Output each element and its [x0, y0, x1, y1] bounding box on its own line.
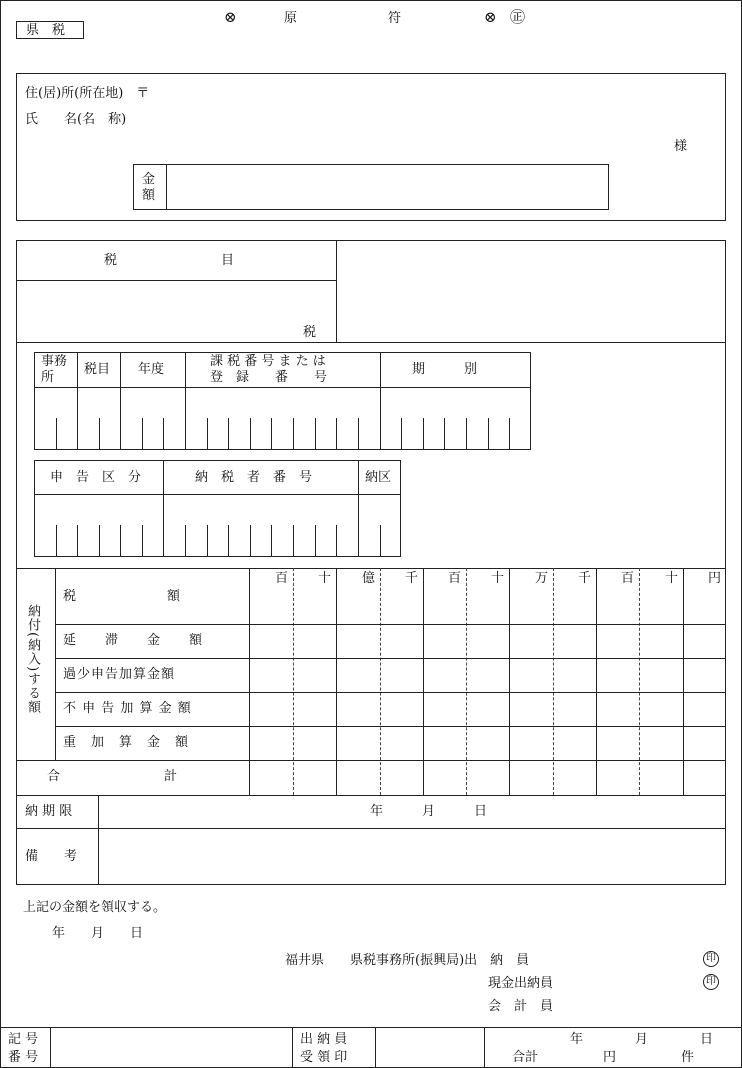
- footer-total: 合計 円 件: [512, 1050, 695, 1065]
- digit-tick: [250, 525, 251, 557]
- divider: [380, 352, 381, 450]
- digit-tick: [250, 418, 251, 450]
- digit-tick: [142, 525, 143, 557]
- amount-field[interactable]: [133, 164, 609, 210]
- receipt-date: 年 月 日: [52, 926, 144, 941]
- receipt-text: 上記の金額を領収する。: [23, 900, 167, 915]
- digit-tick: [336, 525, 337, 557]
- digit-tick: [163, 418, 164, 450]
- name-label: 氏 名(名 称): [25, 112, 127, 127]
- digit-header: 百: [621, 571, 635, 586]
- digit-tick: [228, 525, 229, 557]
- fiscal-year-label: 年度: [138, 362, 165, 377]
- digit-tick: [315, 418, 316, 450]
- divider: [292, 1027, 293, 1068]
- digit-header: 千: [578, 571, 592, 586]
- period-label: 期 別: [412, 362, 478, 377]
- digit-header: 百: [448, 571, 462, 586]
- deadline-label: 納 期 限: [25, 804, 73, 819]
- digit-tick: [271, 525, 272, 557]
- amount-label: 金: [142, 172, 156, 187]
- divider: [55, 568, 56, 760]
- digit-tick: [401, 418, 402, 450]
- divider: [16, 568, 726, 569]
- digit-tick: [207, 418, 208, 450]
- amount-label: 額: [142, 188, 156, 203]
- divider: [50, 1027, 51, 1068]
- payment-amount-vertical-label: 納付(納入)する額: [25, 604, 40, 715]
- cashier-label: 現金出納員: [488, 976, 554, 991]
- digit-tick: [56, 525, 57, 557]
- digit-tick: [99, 418, 100, 450]
- divider: [34, 387, 531, 388]
- digit-tick: [271, 418, 272, 450]
- divider: [55, 658, 726, 659]
- digit-tick: [293, 525, 294, 557]
- original-label: 原 符: [284, 11, 402, 26]
- main-form: [16, 240, 726, 885]
- tax-suffix-label: 税: [303, 325, 317, 340]
- digit-tick: [142, 418, 143, 450]
- divider: [484, 1027, 485, 1068]
- digit-header: 十: [491, 571, 505, 586]
- officer-label: 受 領 印: [300, 1050, 348, 1065]
- digit-tick: [488, 418, 489, 450]
- officer-label: 出 納 員: [300, 1032, 348, 1047]
- digit-header: 十: [665, 571, 679, 586]
- digit-tick: [77, 525, 78, 557]
- declaration-label: 申 告 区 分: [50, 470, 142, 485]
- digit-tick: [466, 418, 467, 450]
- digit-header: 百: [275, 571, 289, 586]
- digit-tick: [56, 418, 57, 450]
- divider: [16, 280, 336, 281]
- divider: [34, 494, 401, 495]
- footer-date: 年 月 日: [570, 1032, 714, 1047]
- issuer-label: 福井県 県税事務所(振興局)出 納 員: [285, 953, 530, 968]
- official-seal-icon: ㊣: [510, 8, 526, 26]
- divider: [77, 352, 78, 450]
- digit-header: 円: [708, 571, 722, 586]
- seal-mark: [703, 974, 719, 990]
- cross-circle-icon: ⊗: [224, 8, 237, 26]
- tax-number-label: 登 録 番 号: [210, 370, 328, 385]
- digit-header: 億: [362, 571, 376, 586]
- divider: [358, 460, 359, 557]
- digit-tick: [185, 525, 186, 557]
- seal-text: 印: [706, 976, 716, 987]
- digit-tick: [99, 525, 100, 557]
- digit-header: 千: [405, 571, 419, 586]
- divider: [166, 164, 167, 210]
- digit-tick: [444, 418, 445, 450]
- divider: [55, 692, 726, 693]
- remarks-label: 備 考: [25, 849, 78, 864]
- office-label: 所: [41, 370, 55, 385]
- footer-divider: [0, 1027, 742, 1028]
- amount-row-label: 税 額: [63, 589, 181, 604]
- deadline-date: 年 月 日: [370, 804, 488, 819]
- record-label: 記 号: [8, 1032, 39, 1047]
- tax-item-label: 税 目: [104, 253, 235, 268]
- divider: [55, 624, 726, 625]
- digit-tick: [228, 418, 229, 450]
- digit-tick: [315, 525, 316, 557]
- taxpayer-number-label: 納 税 者 番 号: [195, 470, 313, 485]
- office-label: 事務: [41, 354, 68, 369]
- divider: [120, 352, 121, 450]
- accountant-label: 会 計 員: [488, 999, 554, 1014]
- divider: [55, 726, 726, 727]
- digit-header: 十: [318, 571, 332, 586]
- county-tax-label: 県 税: [26, 23, 66, 38]
- total-label: 合 計: [47, 769, 178, 784]
- digit-tick: [120, 525, 121, 557]
- digit-tick: [336, 418, 337, 450]
- amount-row-label: 延 滞 金 額: [63, 633, 204, 648]
- record-label: 番 号: [8, 1050, 39, 1065]
- divider: [163, 460, 164, 557]
- sama-label: 様: [674, 139, 688, 154]
- address-label: 住(居)所(所在地) 〒: [25, 86, 150, 101]
- tax-number-label: 課 税 番 号 ま た は: [210, 354, 326, 369]
- digit-tick: [358, 418, 359, 450]
- amount-row-label: 過少申告加算金額: [63, 667, 176, 682]
- divider: [336, 240, 337, 342]
- divider: [375, 1027, 376, 1068]
- amount-row-label: 重 加 算 金 額: [63, 735, 190, 750]
- digit-header: 万: [535, 571, 549, 586]
- divider: [185, 352, 186, 450]
- divider: [16, 760, 726, 761]
- seal-text: 印: [706, 953, 716, 964]
- digit-tick: [293, 418, 294, 450]
- cross-circle-icon: ⊗: [484, 8, 497, 26]
- tax-item-code-label: 税目: [84, 362, 111, 377]
- divider: [16, 828, 726, 829]
- amount-row-label: 不 申 告 加 算 金 額: [63, 701, 192, 716]
- digit-tick: [423, 418, 424, 450]
- payment-area-label: 納区: [365, 470, 392, 485]
- digit-tick: [509, 418, 510, 450]
- divider: [98, 795, 99, 885]
- seal-mark: [703, 951, 719, 967]
- digit-tick: [207, 525, 208, 557]
- digit-tick: [380, 525, 381, 557]
- divider: [16, 342, 726, 343]
- divider: [16, 795, 726, 796]
